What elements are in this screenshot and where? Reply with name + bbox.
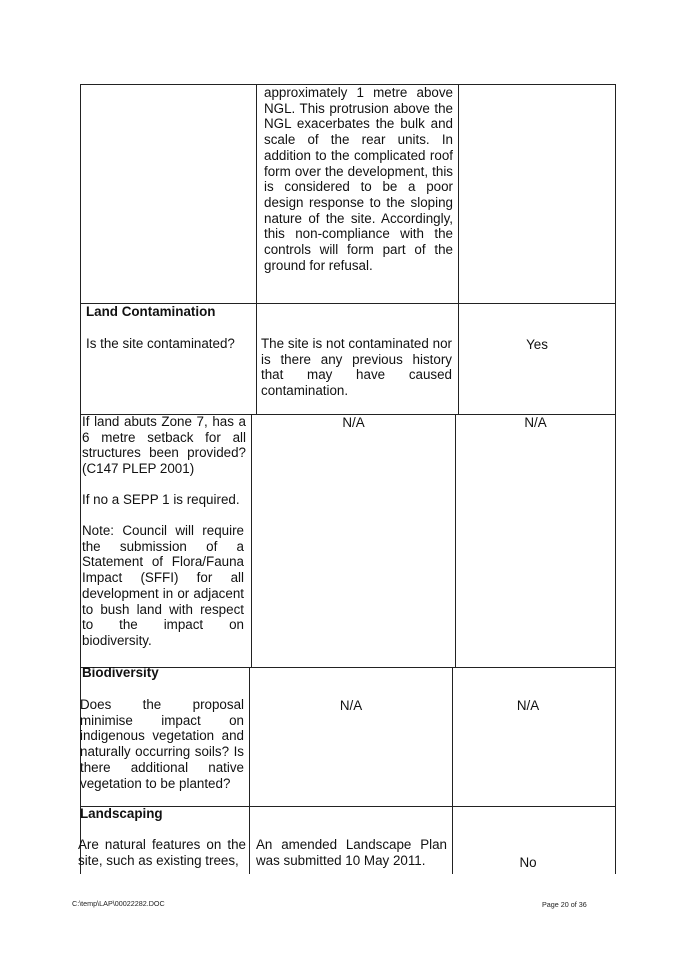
- land-contamination-question: Is the site contaminated?: [86, 336, 235, 351]
- biodiversity-comment: N/A: [339, 698, 363, 713]
- footer-page-number: Page 20 of 36: [542, 900, 587, 909]
- land-contamination-complies: Yes: [526, 337, 548, 352]
- row1-comment: approximately 1 metre above NGL. This protrusion above the NGL exacerbates the bulk and scale of the rear units. In addition to the complicated roof form over the development, this is considered to be a poor design response to the sloping nature of the site. Accordingly, this non-compliance with the controls will form part of the ground for refusal.: [264, 85, 453, 273]
- table-col-divider-1b: [251, 414, 252, 668]
- biodiversity-heading: Biodiversity: [82, 665, 159, 680]
- biodiversity-complies: N/A: [516, 698, 540, 713]
- land-contamination-comment: The site is not contaminated nor is there any previous history that may have caused contamination.: [261, 336, 452, 399]
- table-border-right: [615, 84, 616, 874]
- zone7-sepp: If no a SEPP 1 is required.: [82, 492, 240, 507]
- zone7-question: If land abuts Zone 7, has a 6 metre setback for all structures been provided? (C147 PLEP 2001): [82, 414, 246, 477]
- zone7-note: Note: Council will require the submission of a Statement of Flora/Fauna Impact (SFFI) for all development in or adjacent to bush land with respect to the impact on biodiversity.: [82, 523, 244, 648]
- footer-file-path: C:\temp\LAP\00022282.DOC: [72, 899, 165, 908]
- landscaping-question: Are natural features on the site, such as existing trees,: [78, 837, 246, 868]
- zone7-complies: N/A: [524, 415, 547, 430]
- table-col-divider-2a: [458, 84, 459, 414]
- landscaping-heading: Landscaping: [80, 806, 163, 821]
- biodiversity-question: Does the proposal minimise impact on indigenous vegetation and naturally occurring soils? Is there additional native vegetation to be planted?: [80, 697, 244, 791]
- table-col-divider-1a: [256, 84, 257, 414]
- zone7-comment: N/A: [342, 415, 365, 430]
- landscaping-complies: No: [519, 855, 537, 870]
- table-col-divider-2b: [455, 414, 456, 668]
- landscaping-comment: An amended Landscape Plan was submitted 10 May 2011.: [256, 837, 447, 868]
- land-contamination-heading: Land Contamination: [86, 304, 216, 319]
